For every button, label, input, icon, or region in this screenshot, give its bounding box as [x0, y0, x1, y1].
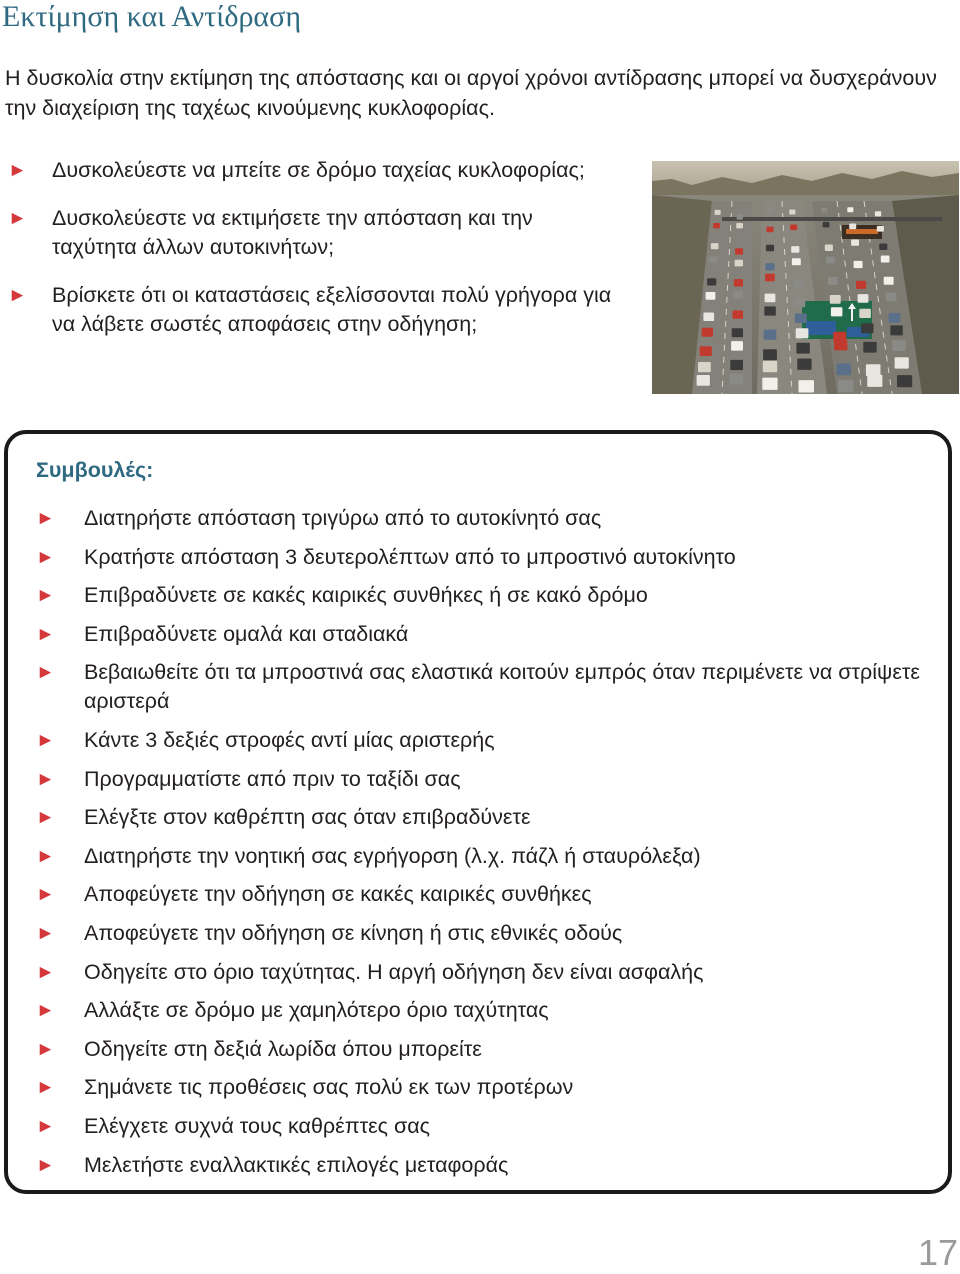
tip-item-text: Κάντε 3 δεξιές στροφές αντί μίας αριστερής [84, 727, 495, 752]
tip-item-text: Οδηγείτε στη δεξιά λωρίδα όπου μπορείτε [84, 1036, 482, 1061]
tip-item [36, 842, 941, 871]
bullet-arrow-icon: ► [36, 1038, 55, 1060]
tip-item-text: Αποφεύγετε την οδήγηση σε κακές καιρικές συνθήκες [84, 882, 592, 907]
question-item-text: Δυσκολεύεστε να μπείτε σε δρόμο ταχείας κυκλοφορίας; [52, 158, 585, 182]
tip-item [36, 543, 941, 572]
bullet-arrow-icon: ► [36, 623, 55, 645]
bullet-arrow-icon: ► [36, 585, 55, 607]
tip-item-text: Διατηρήστε απόσταση τριγύρω από το αυτοκίνητό σας [84, 506, 602, 530]
bullet-arrow-icon: ► [36, 1154, 55, 1176]
tip-item-text: Επιβραδύνετε σε κακές καιρικές συνθήκες ή σε κακό δρόμο [84, 583, 648, 608]
tip-item [36, 919, 941, 948]
tip-item-text: Αλλάξτε σε δρόμο με χαμηλότερο όριο ταχύτητας [84, 998, 549, 1023]
tip-item-text: Προγραμματίστε από πριν το ταξίδι σας [84, 766, 461, 791]
tip-item-text: Αποφεύγετε την οδήγηση σε κίνηση ή στις εθνικές οδούς [84, 920, 623, 945]
tip-item-text: Οδηγείτε στο όριο ταχύτητας. Η αργή οδήγηση δεν είναι ασφαλής [84, 959, 704, 984]
tip-item-text: Επιβραδύνετε ομαλά και σταδιακά [84, 621, 409, 646]
tip-item-text: Διατηρήστε την νοητική σας εγρήγορση (λ.χ. πάζλ ή σταυρόλεξα) [84, 843, 701, 868]
motorway-traffic-photo [652, 161, 959, 394]
tip-item [36, 996, 941, 1025]
tip-item-text: Κρατήστε απόσταση 3 δευτερολέπτων από το μπροστινό αυτοκίνητο [84, 544, 736, 569]
bullet-arrow-icon: ► [36, 729, 55, 751]
bullet-arrow-icon: ► [36, 922, 55, 944]
bullet-arrow-icon: ► [36, 807, 55, 829]
tip-item-text: Σημάνετε τις προθέσεις σας πολύ εκ των προτέρων [84, 1075, 574, 1100]
tip-item-text: Ελέγχετε συχνά τους καθρέπτες σας [84, 1113, 431, 1138]
bullet-arrow-icon: ► [36, 662, 55, 684]
bullet-arrow-icon: ► [36, 1115, 55, 1137]
tip-item [36, 726, 941, 755]
bullet-arrow-icon: ► [8, 160, 27, 181]
question-item [5, 281, 615, 339]
tip-item-text: Βεβαιωθείτε ότι τα μπροστινά σας ελαστικά κοιτούν εμπρός όταν περιμένετε να στρίψετε αριστερά [84, 660, 921, 714]
tip-item [36, 1151, 941, 1180]
question-item-text: Βρίσκετε ότι οι καταστάσεις εξελίσσονται πολύ γρήγορα για να λάβετε σωστές αποφάσεις στην οδήγηση; [52, 283, 612, 336]
intro-paragraph: Η δυσκολία στην εκτίμηση της απόστασης και οι αργοί χρόνοι αντίδρασης μπορεί να δυσχεράνουν την διαχείριση της ταχέως κινούμενης κυκλοφορίας. [5, 66, 937, 120]
question-item-text: Δυσκολεύεστε να εκτιμήσετε την απόσταση και την ταχύτητα άλλων αυτοκινήτων; [52, 206, 533, 259]
bullet-arrow-icon: ► [36, 961, 55, 983]
tips-box [4, 430, 952, 1194]
tip-item [36, 581, 941, 610]
tip-item [36, 1073, 941, 1102]
bullet-arrow-icon: ► [36, 508, 55, 529]
page-number: 17 [917, 1232, 958, 1273]
bullet-arrow-icon: ► [36, 546, 55, 568]
tip-item [36, 504, 941, 533]
page-title: Εκτίμηση και Αντίδραση [2, 0, 302, 33]
tip-item [36, 880, 941, 909]
bullet-arrow-icon: ► [8, 208, 27, 229]
tip-item [36, 1112, 941, 1141]
tips-list [36, 504, 941, 1189]
tip-item [36, 765, 941, 794]
bullet-arrow-icon: ► [36, 768, 55, 790]
bullet-arrow-icon: ► [36, 1000, 55, 1022]
question-list [5, 156, 615, 358]
tip-item [36, 658, 941, 716]
tip-item-text: Μελετήστε εναλλακτικές επιλογές μεταφοράς [84, 1152, 509, 1177]
bullet-arrow-icon: ► [8, 285, 27, 306]
question-item [5, 156, 615, 185]
bullet-arrow-icon: ► [36, 1077, 55, 1099]
tip-item [36, 1035, 941, 1064]
question-item [5, 204, 615, 262]
tip-item [36, 803, 941, 832]
tip-item [36, 958, 941, 987]
bullet-arrow-icon: ► [36, 845, 55, 867]
bullet-arrow-icon: ► [36, 884, 55, 906]
tips-title: Συμβουλές: [36, 458, 154, 482]
tip-item [36, 620, 941, 649]
tip-item-text: Ελέγξτε στον καθρέπτη σας όταν επιβραδύνετε [84, 805, 531, 830]
